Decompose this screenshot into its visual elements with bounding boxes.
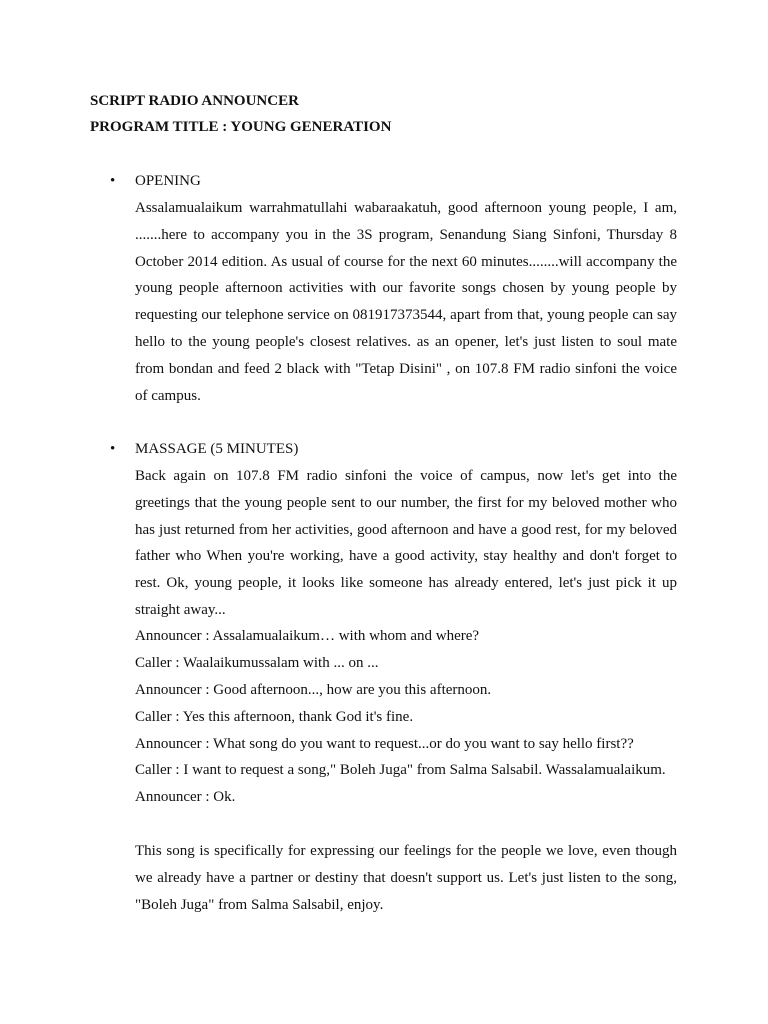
opening-paragraph: Assalamualaikum warrahmatullahi wabaraakatuh, good afternoon young people, I am, .......here to accompany you in the 3S program, Senandung Siang Sinfoni, Thursday 8 October 2014 edition. As usual of course for the next 60 minutes........will accompany the young people afternoon activities with our favorite songs chosen by young people by requesting our telephone service on 081917373544, apart from that, young people can say hello to the young people's closest relatives. as an opener, let's just listen to soul mate from bondan and feed 2 black with "Tetap Disini" , on 107.8 FM radio sinfoni the voice of campus. [135,200,677,404]
dialogue-line: Announcer : Ok. [135,789,236,805]
dialogue-line: Caller : Waalaikumussalam with ... on ... [135,655,379,671]
dialogue-line: Announcer : Assalamualaikum… with whom and where? [135,628,480,644]
massage-paragraph: Back again on 107.8 FM radio sinfoni the voice of campus, now let's get into the greetings that the young people sent to our number, the first for my beloved mother who has just returned from her activities, good afternoon and have a good rest, for my beloved father who When you're working, have a good activity, stay healthy and don't forget to rest. Ok, young people, it looks like someone has already entered, let's just pick it up straight away... [135,468,677,618]
closing-paragraph: This song is specifically for expressing our feelings for the people we love, even though we already have a partner or destiny that doesn't support us. Let's just listen to the song, "Boleh Juga" from Salma Salsabil, enjoy. [135,843,677,913]
dialogue-line: Announcer : Good afternoon..., how are you this afternoon. [135,682,492,698]
dialogue-line: Caller : Yes this afternoon, thank God it's fine. [135,709,414,725]
document-title: SCRIPT RADIO ANNOUNCER [90,93,299,109]
section-heading-massage: MASSAGE (5 MINUTES) [135,441,299,457]
dialogue-line: Announcer : What song do you want to request...or do you want to say hello first?? [135,736,634,752]
bullet-icon: • [110,173,116,189]
bullet-icon: • [110,441,116,457]
program-title: PROGRAM TITLE : YOUNG GENERATION [90,119,392,135]
dialogue-line: Caller : I want to request a song," Boleh Juga" from Salma Salsabil. Wassalamualaikum. [135,762,666,778]
section-heading-opening: OPENING [135,173,201,189]
